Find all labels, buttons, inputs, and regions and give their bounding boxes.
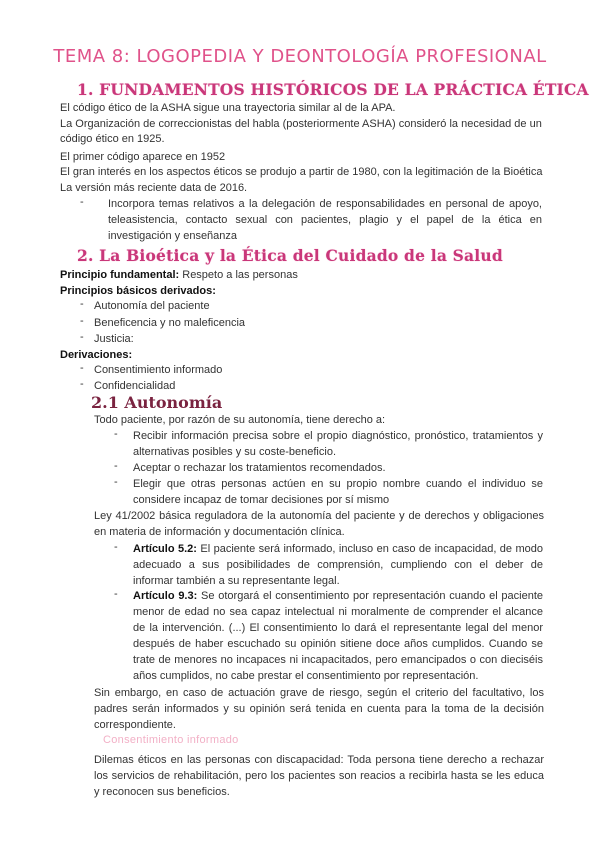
right-item: Elegir que otras personas actúen en su propio nombre cuando el individuo se considere incapaz de tomar decisiones por sí mismo (133, 478, 543, 506)
sin-embargo-paragraph: Sin embargo, en caso de actuación grave de riesgo, según el criterio del facultativo, los padres serán informados y su opinión será tenida en cuenta para la toma de la decisión correspondiente. (94, 687, 544, 731)
principio-label: Principio fundamental: (60, 269, 180, 281)
autonomia-intro: Todo paciente, por razón de su autonomía, tiene derecho a: (94, 414, 386, 426)
bullet-dash: - (114, 476, 118, 488)
s1-line-3: código ético en 1925. (60, 133, 165, 145)
basico-item: Autonomía del paciente (94, 300, 210, 312)
bullet-dash: - (80, 331, 84, 343)
basico-item: Beneficencia y no maleficencia (94, 317, 246, 329)
dilemas-paragraph: Dilemas éticos en las personas con discapacidad: Toda persona tiene derecho a rechazar los servicios de rehabilitación, pero los pacientes son reacios a recibirla hasta se les educa y reconocen sus beneficios. (94, 754, 544, 798)
principio-value: Respeto a las personas (182, 269, 298, 281)
bullet-dash: - (80, 378, 84, 390)
art93-label: Artículo 9.3: (133, 590, 198, 602)
bullet-dash: - (80, 362, 84, 374)
bullet-dash: - (114, 541, 118, 553)
derivacion-item: Consentimiento informado (94, 364, 223, 376)
section-1-heading: 1. FUNDAMENTOS HISTÓRICOS DE LA PRÁCTICA ÉTICA (77, 80, 589, 99)
ley-41-2002: Ley 41/2002 básica reguladora de la autonomía del paciente y de derechos y obligaciones en materia de información y documentación clínica. (94, 510, 544, 538)
art52-label: Artículo 5.2: (133, 543, 197, 555)
consentimiento-subheading: Consentimiento informado (103, 734, 239, 746)
basico-item: Justicia: (94, 333, 134, 345)
right-item: Aceptar o rechazar los tratamientos recomendados. (133, 462, 386, 474)
bullet-dash: - (114, 460, 118, 472)
bullet-dash: - (80, 298, 84, 310)
articulo-5-2 (133, 541, 543, 589)
section-2-heading: 2. La Bioética y la Ética del Cuidado de la Salud (77, 246, 503, 265)
bullet-dash: - (80, 315, 84, 327)
basicos-label: Principios básicos derivados: (60, 285, 216, 297)
art93-text: Se otorgará el consentimiento por representación cuando el paciente menor de edad no sea capaz intelectual ni moralmente de comprender el alcance de la intervención. (...) El consentimiento lo dará el representante legal del menor después de haber escuchado su opinión sitiene doce años cumplidos. Cuando se trate de menores no incapaces ni incapacitados, pero emancipados o con dieciséis años cumplidos, no cabe prestar el consentimiento por representación. (133, 590, 543, 682)
s1-line-6: La versión más reciente data de 2016. (60, 182, 248, 194)
s1-bullet: Incorpora temas relativos a la delegación de responsabilidades en personal de apoyo, teleasistencia, contacto sexual con pacientes, plagio y el papel de la ética en investigación y enseñanza (108, 198, 542, 242)
s1-line-2: La Organización de correccionistas del habla (posteriormente ASHA) consideró la necesidad de un (60, 118, 542, 130)
bullet-dash: - (114, 428, 118, 440)
art52-text: El paciente será informado, incluso en caso de incapacidad, de modo adecuado a sus posibilidades de comprensión, cumpliendo con el deber de informar también a su representante legal. (133, 543, 543, 587)
articulo-9-3 (133, 588, 543, 684)
s1-line-4: El primer código aparece en 1952 (60, 151, 226, 163)
principio-fundamental (60, 267, 550, 283)
bullet-dash: - (114, 588, 118, 600)
derivacion-item: Confidencialidad (94, 380, 176, 392)
bullet-dash: - (80, 196, 84, 208)
section-2-1-heading: 2.1 Autonomía (91, 393, 223, 412)
s1-line-1: El código ético de la ASHA sigue una trayectoria similar al de la APA. (60, 102, 396, 114)
page-title: TEMA 8: LOGOPEDIA Y DEONTOLOGÍA PROFESIONAL (53, 46, 547, 67)
derivaciones-label: Derivaciones: (60, 349, 133, 361)
right-item: Recibir información precisa sobre el propio diagnóstico, pronóstico, tratamientos y alternativas posibles y su coste-beneficio. (133, 430, 543, 458)
s1-line-5: El gran interés en los aspectos éticos se produjo a partir de 1980, con la legitimación de la Bioética (60, 166, 543, 178)
